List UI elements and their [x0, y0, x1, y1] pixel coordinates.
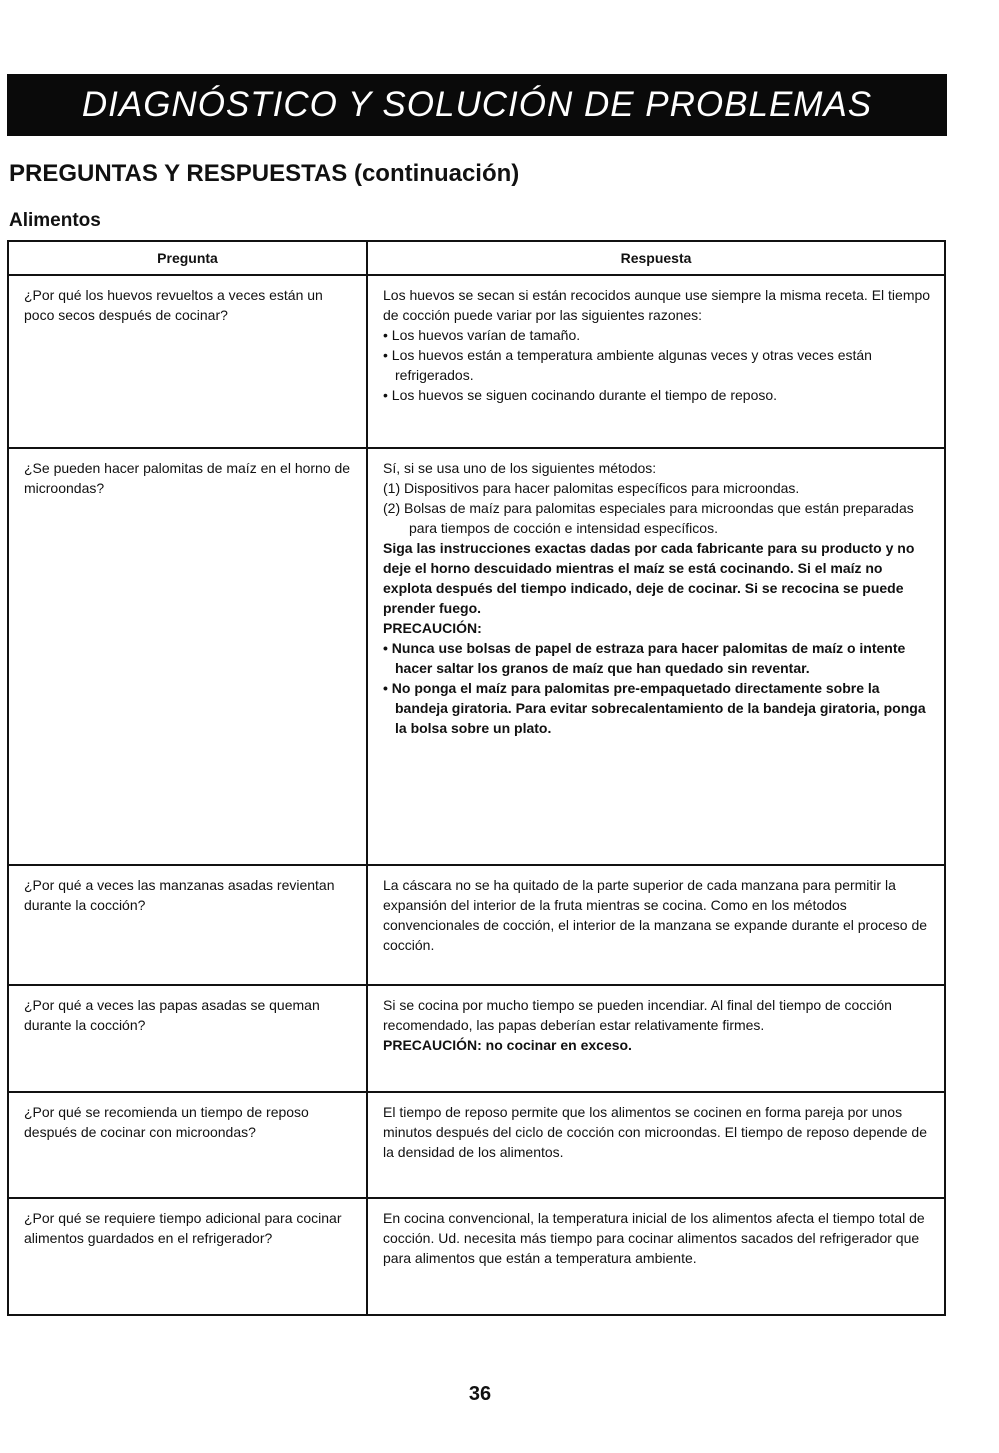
question-text: ¿Por qué se recomienda un tiempo de reposo después de cocinar con microondas?	[24, 1104, 309, 1140]
answer-text: En cocina convencional, la temperatura inicial de los alimentos afecta el tiempo total de cocción. Ud. necesita más tiempo para cocinar alimentos sacados del refrigerador que para alimentos que están a temperatura ambiente.	[383, 1210, 925, 1266]
question-text: ¿Por qué a veces las manzanas asadas revientan durante la cocción?	[24, 877, 335, 913]
answer-bold-instructions: Siga las instrucciones exactas dadas por cada fabricante para su producto y no deje el horno descuidado mientras el maíz se está cocinando. Si el maíz no explota después del tiempo indicado, deje de cocinar. Si se recocina se puede prender fuego.	[383, 540, 915, 616]
table-row	[8, 275, 945, 448]
question-column-header: Pregunta	[8, 241, 367, 275]
question-text: ¿Por qué se requiere tiempo adicional para cocinar alimentos guardados en el refrigerador?	[24, 1210, 342, 1246]
question-cell	[8, 275, 367, 448]
answer-column-header: Respuesta	[367, 241, 945, 275]
question-text: ¿Por qué los huevos revueltos a veces están un poco secos después de cocinar?	[24, 287, 323, 323]
answer-cell	[367, 865, 945, 985]
table-row	[8, 448, 945, 865]
answer-numbered-item: (1) Dispositivos para hacer palomitas específicos para microondas.	[383, 480, 800, 496]
question-text: ¿Por qué a veces las papas asadas se queman durante la cocción?	[24, 997, 320, 1033]
table-row	[8, 1092, 945, 1198]
caution-bullet: • No ponga el maíz para palomitas pre-empaquetado directamente sobre la bandeja giratoria. Para evitar sobrecalentamiento de la bandeja giratoria, ponga la bolsa sobre un plato.	[383, 680, 926, 736]
page-number: 36	[468, 1383, 492, 1405]
question-cell	[8, 1198, 367, 1315]
table-row	[8, 1198, 945, 1315]
answer-cell	[367, 1092, 945, 1198]
qa-table	[7, 240, 946, 1316]
answer-cell	[367, 985, 945, 1092]
answer-cell	[367, 1198, 945, 1315]
caution-label: PRECAUCIÓN:	[383, 620, 482, 636]
answer-cell	[367, 448, 945, 865]
section-title: PREGUNTAS Y RESPUESTAS (continuación)	[9, 160, 520, 187]
subsection-title: Alimentos	[9, 210, 101, 231]
answer-text: Los huevos se secan si están recocidos aunque use siempre la misma receta. El tiempo de cocción puede variar por las siguientes razones:	[383, 287, 931, 323]
question-text: ¿Se pueden hacer palomitas de maíz en el horno de microondas?	[24, 460, 351, 496]
question-cell	[8, 1092, 367, 1198]
title-banner	[7, 74, 947, 136]
caution-bullet: • Nunca use bolsas de papel de estraza para hacer palomitas de maíz o intente hacer saltar los granos de maíz que han quedado sin reventar.	[383, 640, 906, 676]
table-header-row	[8, 241, 945, 275]
table-row	[8, 985, 945, 1092]
answer-bullet: • Los huevos están a temperatura ambiente algunas veces y otras veces están refrigerados.	[383, 347, 872, 383]
question-cell	[8, 448, 367, 865]
answer-text: Si se cocina por mucho tiempo se pueden incendiar. Al final del tiempo de cocción recomendado, las papas deberían estar relativamente firmes.	[383, 997, 892, 1033]
answer-bullet: • Los huevos varían de tamaño.	[383, 327, 581, 343]
banner-title: DIAGNÓSTICO Y SOLUCIÓN DE PROBLEMAS	[81, 85, 873, 124]
answer-numbered-item: (2) Bolsas de maíz para palomitas especiales para microondas que están preparadas para tiempos de cocción e intensidad específicos.	[383, 500, 914, 536]
answer-text: La cáscara no se ha quitado de la parte superior de cada manzana para permitir la expansión del interior de la fruta mientras se cocina. Como en los métodos convencionales de cocción, el interior de la manzana se expande durante el proceso de cocción.	[383, 877, 928, 953]
answer-text: El tiempo de reposo permite que los alimentos se cocinen en forma pareja por unos minutos después del ciclo de cocción con microondas. El tiempo de reposo depende de la densidad de los alimentos.	[383, 1104, 927, 1160]
answer-text: Sí, si se usa uno de los siguientes métodos:	[383, 460, 657, 476]
answer-cell	[367, 275, 945, 448]
table-row	[8, 865, 945, 985]
caution-label: PRECAUCIÓN: no cocinar en exceso.	[383, 1037, 632, 1053]
answer-bullet: • Los huevos se siguen cocinando durante el tiempo de reposo.	[383, 387, 778, 403]
question-cell	[8, 985, 367, 1092]
question-cell	[8, 865, 367, 985]
